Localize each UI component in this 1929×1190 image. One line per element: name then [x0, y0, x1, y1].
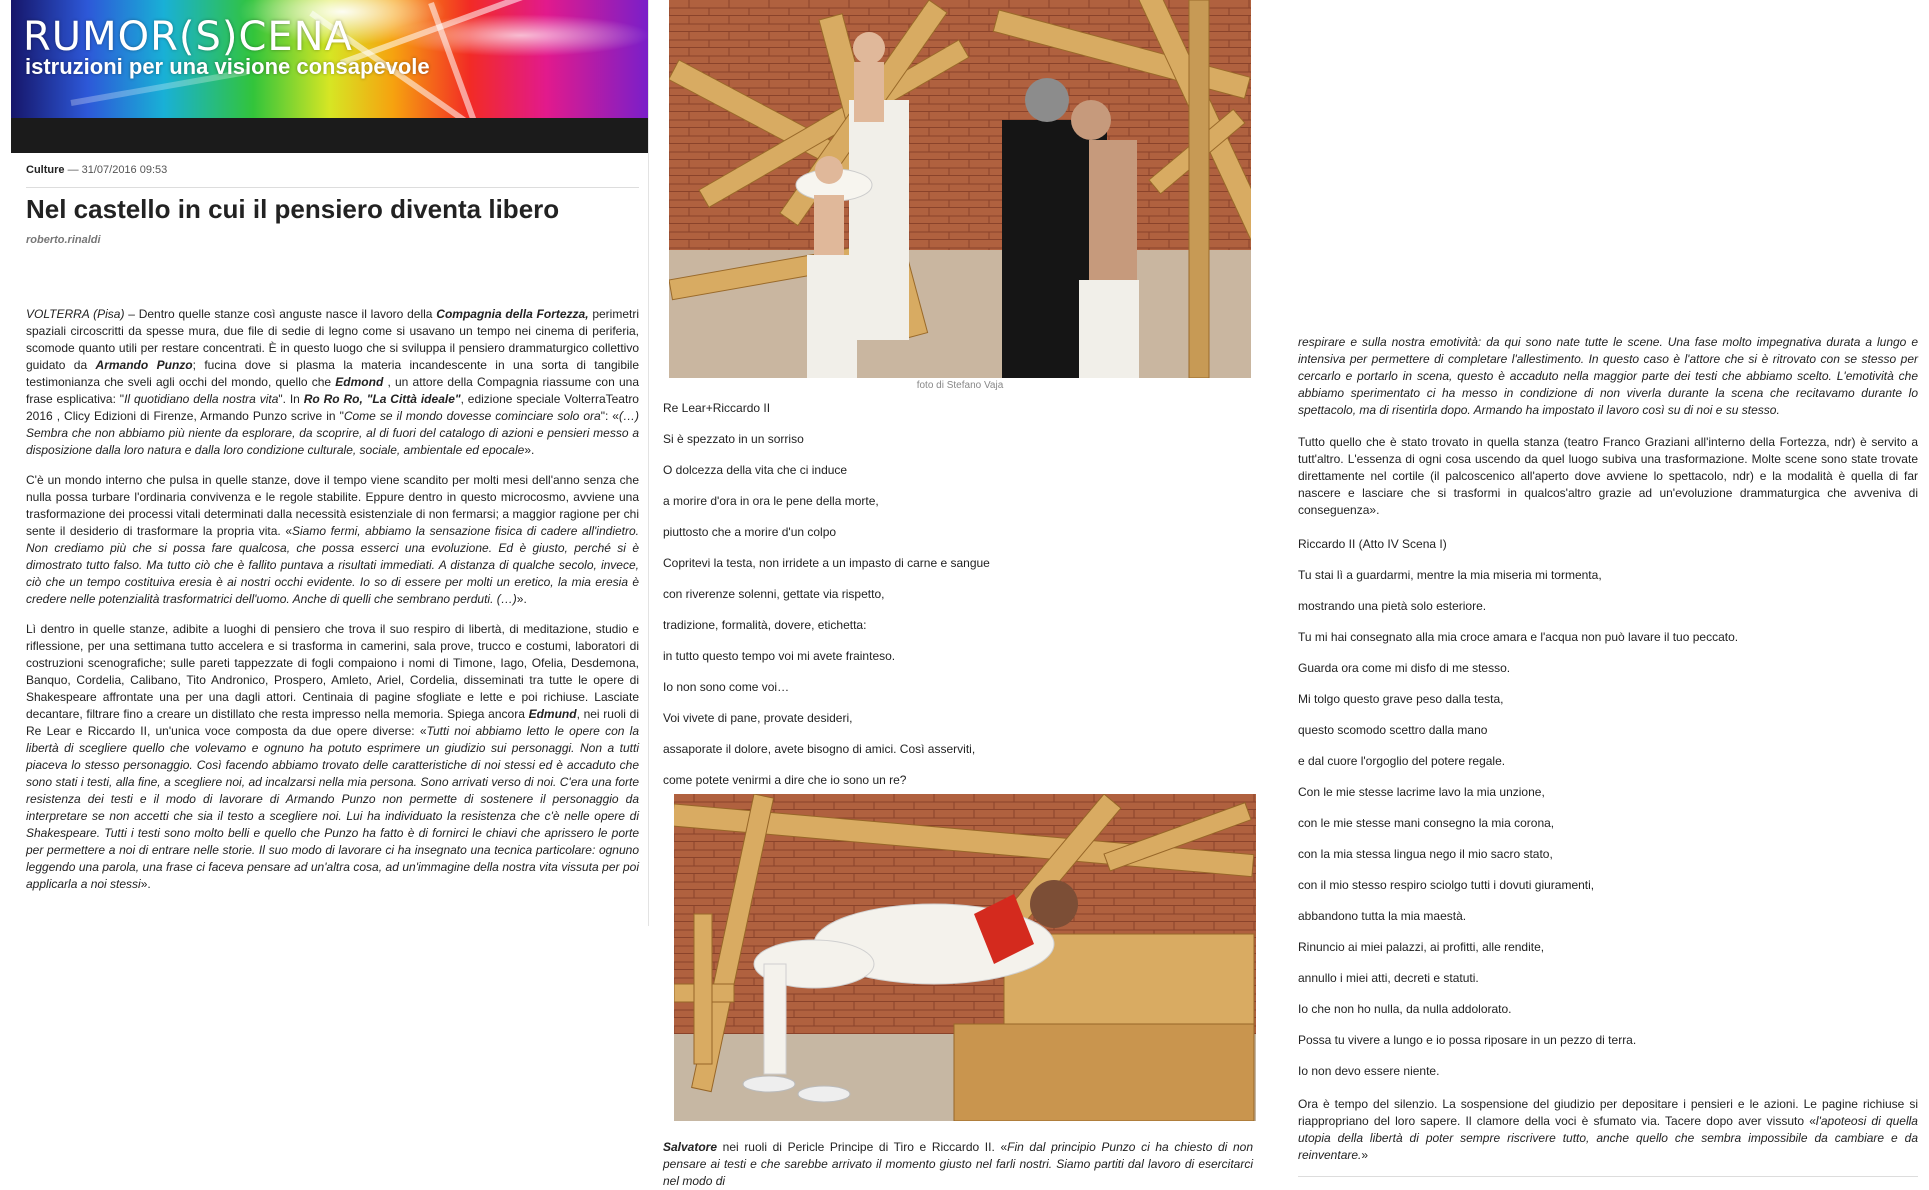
verse-line: Re Lear+Riccardo II — [663, 401, 771, 415]
verse-line: Guarda ora come mi disfo di me stesso. — [1298, 661, 1511, 675]
verse-line: Possa tu vivere a lungo e io possa riposare in un pezzo di terra. — [1298, 1033, 1637, 1047]
paragraph: respirare e sulla nostra emotività: da qui sono nate tutte le scene. Una fase molto impegnativa durata a lungo e intensiva per permettere di completare l'allestimento. In questo caso è l'attore che si è ritrovato con se stesso per cercarlo e portarlo in scena, questo è accaduto nella maggior parte dei testi che abbiamo scelto. L'emotività che abbiamo sperimentato ci ha messo in condizione di non viverla durante la scena che recitavamo durante lo spettacolo, ma di risentirla dopo. Armando ha impostato il lavoro così su di noi e su stesso. — [1298, 335, 1918, 417]
text-run: Edmond — [335, 375, 384, 389]
verse-line: Io non devo essere niente. — [1298, 1064, 1440, 1078]
publish-date: — 31/07/2016 09:53 — [67, 164, 168, 176]
text-run: Fin dal principio Punzo ci ha chiesto di non pensare ai testi e che sarebbe arrivato il momento giusto nel farli nostri. Siamo partiti dal lavoro di esercitarci nel modo di — [663, 1140, 1253, 1188]
text-run: ». — [524, 443, 535, 457]
verse-line: annullo i miei atti, decreti e statuti. — [1298, 971, 1479, 985]
text-run: ". In — [278, 392, 304, 406]
text-run: Edmund — [528, 707, 577, 721]
article-title: Nel castello in cui il pensiero diventa libero — [26, 194, 560, 224]
text-run: ": « — [600, 409, 619, 423]
text-run: Lì dentro in quelle stanze, adibite a luoghi di pensiero che trova il suo respiro di libertà, di meditazione, studio e riflessione, per una settimana tutto accelera e si trasforma in camerini, sala prove, trucco e costumi, laboratori di costruzioni scenografiche; sulle pareti tappezzate di fogli compaiono i nomi di Timone, Iago, Ofelia, Desdemona, Banquo, Cordelia, Calibano, Tito Andronico, Prospero, Amleto, Ariel, Cordelia, disseminati tra tutte le opere di Shakespeare affrontate una per una dagli attori. Centinaia di pagine sfogliate e lette e poi richiuse. Lasciate decantare, filtrare fino a creare un distillato che resta impresso nella memoria. Spiega ancora — [26, 622, 639, 721]
verse-line: con riverenze solenni, gettate via rispetto, — [663, 587, 885, 601]
article-column-left — [11, 0, 649, 926]
text-run: Compagnia della Fortezza, — [436, 307, 589, 321]
photo-illustration — [674, 794, 1256, 1121]
verse-line: con il mio stesso respiro sciolgo tutti i dovuti giuramenti, — [1298, 878, 1595, 892]
verse-line: Io che non ho nulla, da nulla addolorato. — [1298, 1002, 1512, 1016]
verse-line: Voi vivete di pane, provate desideri, — [663, 711, 853, 725]
text-run: Siamo fermi, abbiamo la sensazione fisica di cadere all'indietro. Non crediamo più che si possa fare qualcosa, che possa esserci una evoluzione. Ed è giusto, perché si è dimostrato tutto falso. Ma tutto ciò che è fallito puntava a risultati immediati. A distanza di qualche secolo, invece, ciò che un tempo costituiva eresia è ai nostri occhi evidente. Io so di essere per molti un eretico, la mia eresia è credere nelle potenzialità trasformatrici dell'uomo. Anche di quelli che sembrano perduti. (…) — [26, 524, 639, 606]
paragraph: Tutto quello che è stato trovato in quella stanza (teatro Franco Graziani all'interno della Fortezza, ndr) è servito a tutt'altro. L'essenza di ogni cosa uscendo da quel luogo subiva una trasformazione. Molte scene sono state trovate direttamente nel cortile (il palcoscenico all'aperto dove avviene lo spettacolo, ndr) e la modalità è quella di far nascere e lasciare che si trasformi in qualcos'altro grazie ad un'evoluzione drammaturgica che avveniva di conseguenza». — [1298, 435, 1918, 517]
category-link[interactable]: Culture — [26, 164, 65, 176]
site-logo-title[interactable]: RUMOR(S)CENA — [23, 14, 353, 60]
text-run: Ro Ro Ro, "La Città ideale" — [303, 392, 461, 406]
stage-photo-performer — [674, 794, 1256, 1121]
verse-line: Riccardo II (Atto IV Scena I) — [1298, 537, 1447, 551]
text-run: Armando Punzo — [95, 358, 193, 372]
verse-line: Mi tolgo questo grave peso dalla testa, — [1298, 692, 1504, 706]
divider — [26, 187, 639, 188]
article-body — [26, 306, 639, 906]
article-meta — [26, 164, 167, 176]
verse-line: in tutto questo tempo voi mi avete frainteso. — [663, 649, 896, 663]
site-banner[interactable] — [11, 0, 648, 118]
photo2-caption-text — [663, 1139, 1253, 1190]
paragraph — [26, 621, 639, 893]
column3-paragraph — [1298, 434, 1918, 519]
verse-line: questo scomodo scettro dalla mano — [1298, 723, 1488, 737]
verse-line: Copritevi la testa, non irridete a un impasto di carne e sangue — [663, 556, 990, 570]
divider — [1298, 1176, 1918, 1177]
photo-caption: foto di Stefano Vaja — [916, 380, 1004, 391]
verse-line: Io non sono come voi… — [663, 680, 790, 694]
text-run: , un attore della Compagnia riassume con una frase esplicativa: " — [26, 375, 639, 406]
text-run: ». — [140, 877, 151, 891]
verse-line: a morire d'ora in ora le pene della morte, — [663, 494, 879, 508]
verse-line: Si è spezzato in un sorriso — [663, 432, 804, 446]
text-run: Ora è tempo del silenzio. La sospensione del giudizio per depositare i pensieri e le azioni. Le pagine richiuse si riappropriano del loro sapere. Il clamore della voci è sfumato via. Tacere dopo aver vissuto « — [1298, 1097, 1918, 1128]
text-run: » — [1361, 1148, 1369, 1162]
text-run: ». — [516, 592, 527, 606]
column3-paragraph — [1298, 334, 1918, 419]
verse-line: e dal cuore l'orgoglio del potere regale. — [1298, 754, 1506, 768]
verse-line: assaporate il dolore, avete bisogno di amici. Così asserviti, — [663, 742, 976, 756]
article-author[interactable]: roberto.rinaldi — [26, 234, 101, 246]
column3-closing — [1298, 1096, 1918, 1164]
paragraph — [26, 472, 639, 608]
navigation-bar — [11, 118, 648, 153]
text-run: , edizione speciale VolterraTeatro 2016 , Clicy Edizioni di Firenze, Armando Punzo scrive in " — [26, 392, 639, 423]
verse-line: tradizione, formalità, dovere, etichetta: — [663, 618, 867, 632]
text-run: ; fucina dove si plasma la materia incandescente in una sorta di tangibile testimonianza che sveli agli occhi del mondo, quello che — [26, 358, 640, 389]
text-run: (…) Sembra che non abbiamo più niente da esplorare, da scoprire, al di fuori del catalogo di azioni e pensieri messo a disposizione dalla loro natura e dalla loro condizione culturale, sociale, ambientale ed epocale — [26, 409, 639, 457]
text-run: Tutti noi abbiamo letto le opere con la libertà di scegliere quello che volevamo e ognuno ha potuto esprimere un giudizio sui personaggi. Non a tutti piaceva lo stesso personaggio. Così facendo abbiamo trovato delle caratteristiche di noi stessi ed è accaduto che sono stati i testi, alla fine, a sceglierе noi, ad incalzarsi nella mia persona. Sono arrivati verso di noi. C'era una forte resistenza dei testi e il modo di lavorare di Armando Punzo non permette di sostenere il personaggio da interpretare se non accetti che sia il testo a scegliere noi. Lui ha individuato la resistenza che c'è nelle opere di Shakespeare. Tutti i testi sono molto belli e quello che Punzo ha fatto è di fornirci le chiavi che aprissero le porte per permettere a noi di entrare nelle storie. Il suo modo di lavorare ci ha insegnato una tecnica particolare: ognuno leggendo una parola, una frase ci faceva pensare ad un'altra cosa, ad un'immagine della nostra vita vissuta per poi applicarla a noi stessi — [26, 724, 639, 891]
verse-line: Rinuncio ai miei palazzi, ai profitti, alle rendite, — [1298, 940, 1545, 954]
verse-line: con le mie stesse mani consegno la mia corona, — [1298, 816, 1555, 830]
text-run: Il quotidiano della nostra vita — [124, 392, 279, 406]
verse-line: abbandono tutta la mia maestà. — [1298, 909, 1467, 923]
text-run: l'apoteosi di quella utopia della libertà di poter sempre riscrivere tutto, anche quello che sembra impossibile da cambiare e da reinventare. — [1298, 1114, 1918, 1162]
verse-line: mostrando una pietà solo esteriore. — [1298, 599, 1487, 613]
text-run: – Dentro quelle stanze così anguste nasce il lavoro della — [124, 307, 437, 321]
text-run: , nei ruoli di Re Lear e Riccardo II, un'unica voce composta da due opere diverse: « — [26, 707, 639, 738]
verse-line: piuttosto che a morire d'un colpo — [663, 525, 837, 539]
text-run: VOLTERRA (Pisa) — [26, 307, 125, 321]
stage-photo-crosses — [669, 0, 1251, 378]
text-run: perimetri spaziali circoscritti da spesse mura, due file di sedie di legno come si usavano un tempo nei cinema di periferia, scomode quanto utili per restare concentrati. È in questo luogo che si sviluppa il pensiero drammaturgico collettivo guidato da — [26, 307, 640, 372]
photo-illustration — [669, 0, 1251, 378]
verse-line: come potete venirmi a dire che io sono un re? — [663, 773, 907, 787]
verse-line: Tu stai lì a guardarmi, mentre la mia miseria mi tormenta, — [1298, 568, 1602, 582]
text-run: Salvatore — [663, 1140, 718, 1154]
text-run: Come se il mondo dovesse cominciare solo ora — [343, 409, 601, 423]
paragraph — [26, 306, 639, 459]
text-run: C'è un mondo interno che pulsa in quelle stanze, dove il tempo viene scandito per molti mesi dell'anno senza che nulla possa turbare l'ordinaria convivenza e le regole stabilite. Eppure dentro in questo microcosmo, avviene una trasformazione dei processi vitali determinati dalla necessità esistenziale di non fermarsi; a maggior ragione per chi sente il desiderio di trasformare la propria vita. « — [26, 473, 639, 538]
text-run: nei ruoli di Pericle Principe di Tiro e Riccardo II. « — [717, 1140, 1008, 1154]
verse-line: con la mia stessa lingua nego il mio sacro stato, — [1298, 847, 1553, 861]
site-logo-subtitle: istruzioni per una visione consapevole — [25, 54, 430, 79]
verse-line: O dolcezza della vita che ci induce — [663, 463, 848, 477]
verse-line: Tu mi hai consegnato alla mia croce amara e l'acqua non può lavare il tuo peccato. — [1298, 630, 1739, 644]
verse-line: Con le mie stesse lacrime lavo la mia unzione, — [1298, 785, 1545, 799]
